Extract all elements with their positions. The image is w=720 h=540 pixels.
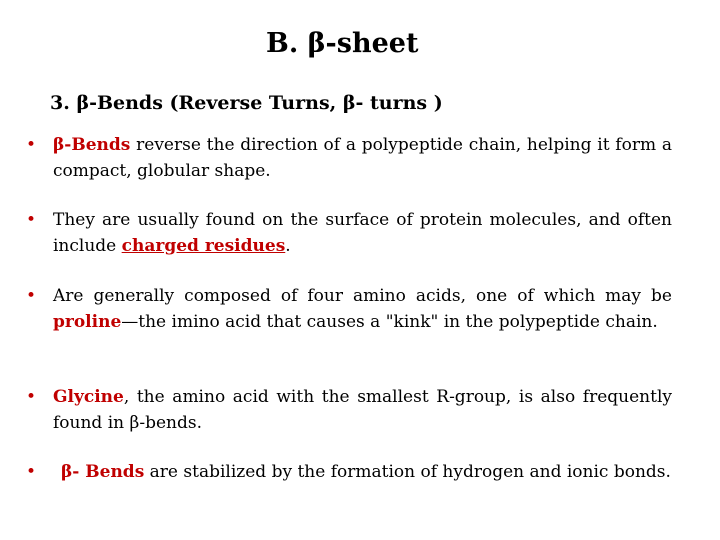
bullet-item-3 [26, 283, 672, 335]
bullet-2-text-after: . [285, 236, 291, 256]
bullet-4-highlight: Glycine [53, 387, 124, 407]
bullet-dot-icon: • [26, 135, 37, 155]
bullet-dot-icon: • [26, 210, 37, 230]
slide-title: B. β-sheet [266, 28, 419, 59]
bullet-3-text-after: —the imino acid that causes a "kink" in the polypeptide chain. [121, 312, 658, 332]
bullet-item-2 [26, 207, 672, 259]
bullet-2-highlight: charged residues [121, 236, 286, 256]
bullet-3-highlight: proline [53, 312, 122, 332]
bullet-2-text-before: They are usually found on the surface of protein molecules, and often include [53, 210, 672, 256]
bullet-item-4 [26, 384, 672, 436]
bullet-1-text: reverse the direction of a polypeptide chain, helping it form a compact, globular shape. [53, 135, 672, 181]
bullet-1-highlight: β-Bends [53, 135, 131, 155]
bullet-item-5 [26, 459, 672, 485]
bullet-5-text: are stabilized by the formation of hydrogen and ionic bonds. [144, 462, 671, 482]
bullet-dot-icon: • [26, 387, 37, 407]
bullet-5-highlight: β- Bends [61, 462, 145, 482]
bullet-dot-icon: • [26, 286, 37, 306]
bullet-4-text: , the amino acid with the smallest R-group, is also frequently found in β-bends. [53, 387, 672, 433]
bullet-3-text-before: Are generally composed of four amino acids, one of which may be [53, 286, 672, 306]
slide-subtitle: 3. β-Bends (Reverse Turns, β- turns ) [50, 92, 443, 114]
bullet-dot-icon: • [26, 462, 37, 482]
bullet-item-1 [26, 132, 672, 184]
